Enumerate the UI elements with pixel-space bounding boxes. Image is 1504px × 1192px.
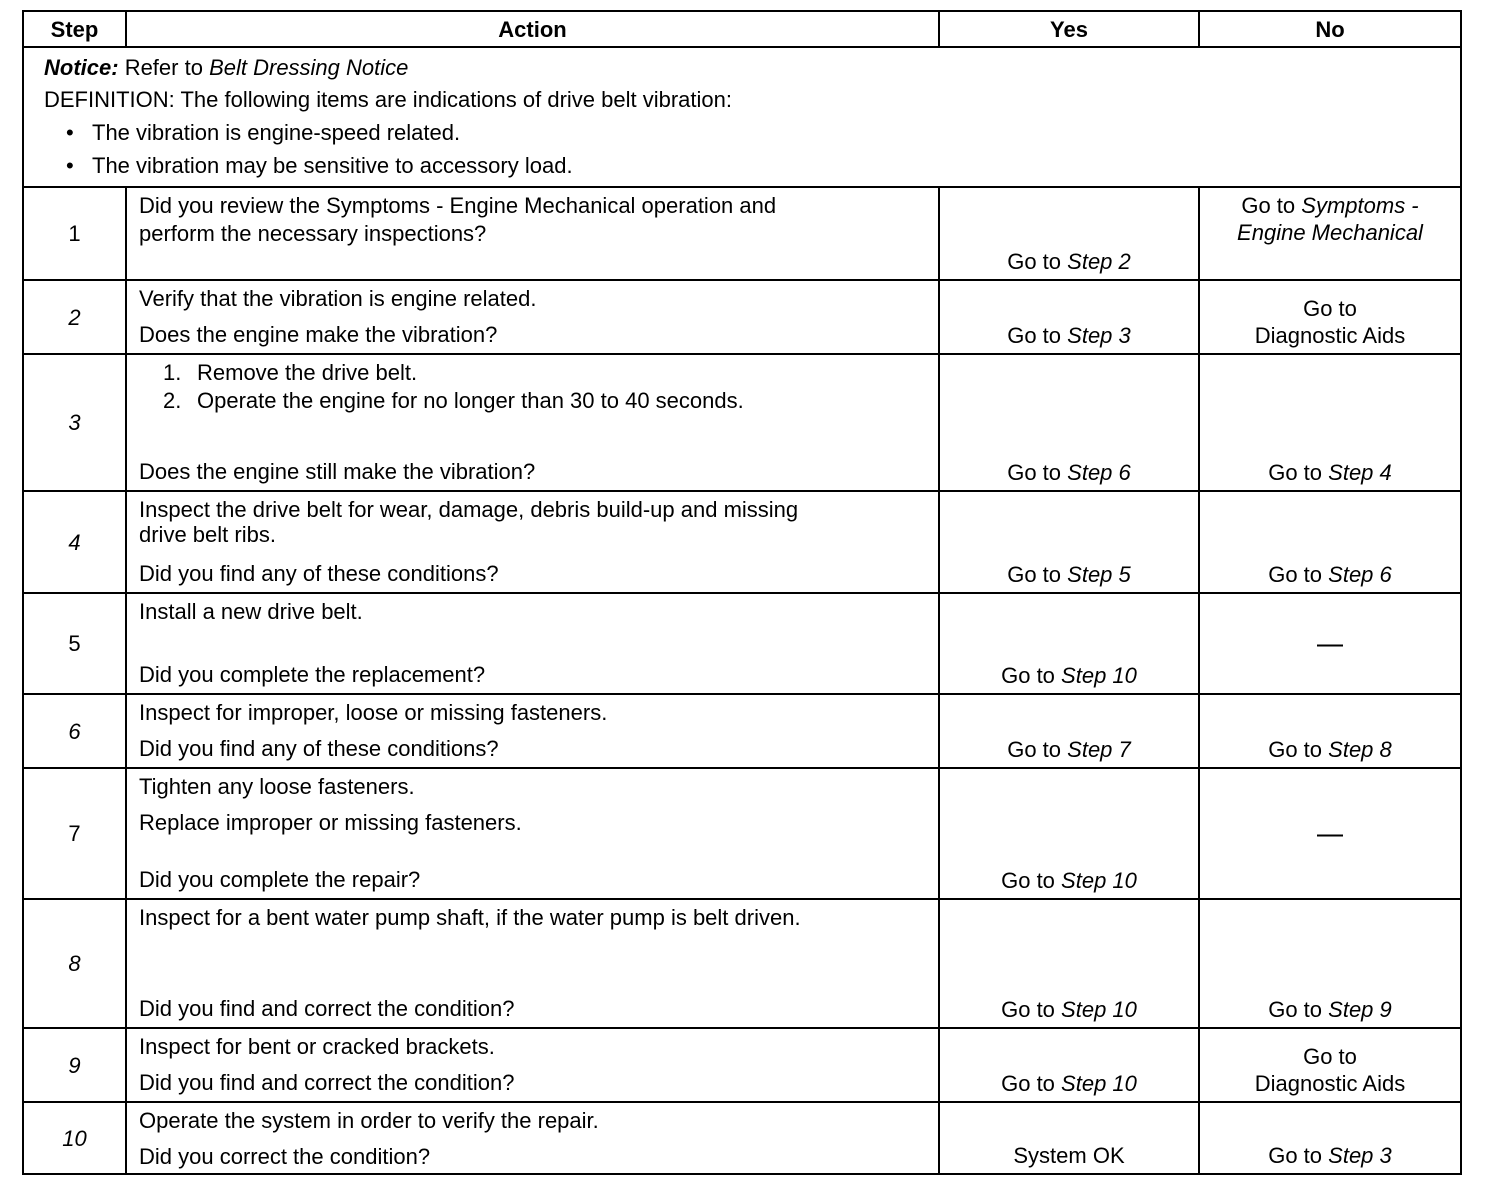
step-yes: Go to Step 10 [939,768,1199,899]
step-no: Go to Diagnostic Aids [1199,1028,1461,1102]
step-number: 2 [23,280,126,354]
step-action: Inspect for bent or cracked brackets. Did you find and correct the condition? [126,1028,939,1102]
step-number: 1 [23,187,126,280]
step-action: Did you review the Symptoms - Engine Mechanical operation and perform the necessary inspections? [126,187,939,280]
step-number: 9 [23,1028,126,1102]
step-row-7 [23,768,1461,899]
step-number: 8 [23,899,126,1028]
definition-bullets [44,116,1460,182]
step-number: 7 [23,768,126,899]
step-no: Go to Symptoms - Engine Mechanical [1199,187,1461,280]
step-yes: Go to Step 3 [939,280,1199,354]
notice-line [44,52,1460,84]
step-action: Tighten any loose fasteners. Replace improper or missing fasteners. Did you complete the repair? [126,768,939,899]
no-dash [1200,630,1460,657]
step-no: Go to Step 4 [1199,354,1461,491]
step-yes: Go to Step 10 [939,899,1199,1028]
no-dash [1200,820,1460,847]
step-no: Go to Step 8 [1199,694,1461,768]
step-yes: Go to Step 10 [939,593,1199,694]
step-action: Inspect for improper, loose or missing fasteners. Did you find any of these conditions? [126,694,939,768]
diagnostic-table [22,10,1462,1175]
header-yes: Yes [939,11,1199,47]
step-no [1199,593,1461,694]
step-no [1199,768,1461,899]
step-number: 3 [23,354,126,491]
bullet-item: • The vibration may be sensitive to accessory load. [66,153,573,178]
step-row-6 [23,694,1461,768]
step-no: Go to Diagnostic Aids [1199,280,1461,354]
header-row [23,11,1461,47]
definition-text: DEFINITION: The following items are indications of drive belt vibration: [44,87,732,112]
step-number: 5 [23,593,126,694]
step-row-8 [23,899,1461,1028]
step-no: Go to Step 3 [1199,1102,1461,1174]
step-number: 4 [23,491,126,593]
step-action: Verify that the vibration is engine related. Does the engine make the vibration? [126,280,939,354]
notice-ref: Belt Dressing Notice [209,55,409,80]
step-yes: Go to Step 5 [939,491,1199,593]
step-yes: System OK [939,1102,1199,1174]
bullet-item: • The vibration is engine-speed related. [66,120,461,145]
step-row-3 [23,354,1461,491]
step-no: Go to Step 6 [1199,491,1461,593]
step-row-9 [23,1028,1461,1102]
notice-row [23,47,1461,187]
step-action: Operate the system in order to verify the repair. Did you correct the condition? [126,1102,939,1174]
step-number: 6 [23,694,126,768]
step-action: Install a new drive belt. Did you complete the replacement? [126,593,939,694]
notice-label: Notice: [44,55,119,80]
step-row-4 [23,491,1461,593]
header-step: Step [23,11,126,47]
step-row-5 [23,593,1461,694]
step-no: Go to Step 9 [1199,899,1461,1028]
step-yes: Go to Step 7 [939,694,1199,768]
step-action: 1. Remove the drive belt. 2. Operate the engine for no longer than 30 to 40 seconds. Does the engine still make the vibration? [126,354,939,491]
notice-cell [23,47,1461,187]
step-action: Inspect the drive belt for wear, damage, debris build-up and missing drive belt ribs. Did you find any of these conditions? [126,491,939,593]
step-action: Inspect for a bent water pump shaft, if the water pump is belt driven. Did you find and correct the condition? [126,899,939,1028]
step-row-10 [23,1102,1461,1174]
step-yes: Go to Step 6 [939,354,1199,491]
step-row-2 [23,280,1461,354]
step-yes: Go to Step 2 [939,187,1199,280]
step-yes: Go to Step 10 [939,1028,1199,1102]
header-action: Action [126,11,939,47]
step-row-1 [23,187,1461,280]
header-no: No [1199,11,1461,47]
notice-text: Refer to [124,55,203,80]
step-number: 10 [23,1102,126,1174]
